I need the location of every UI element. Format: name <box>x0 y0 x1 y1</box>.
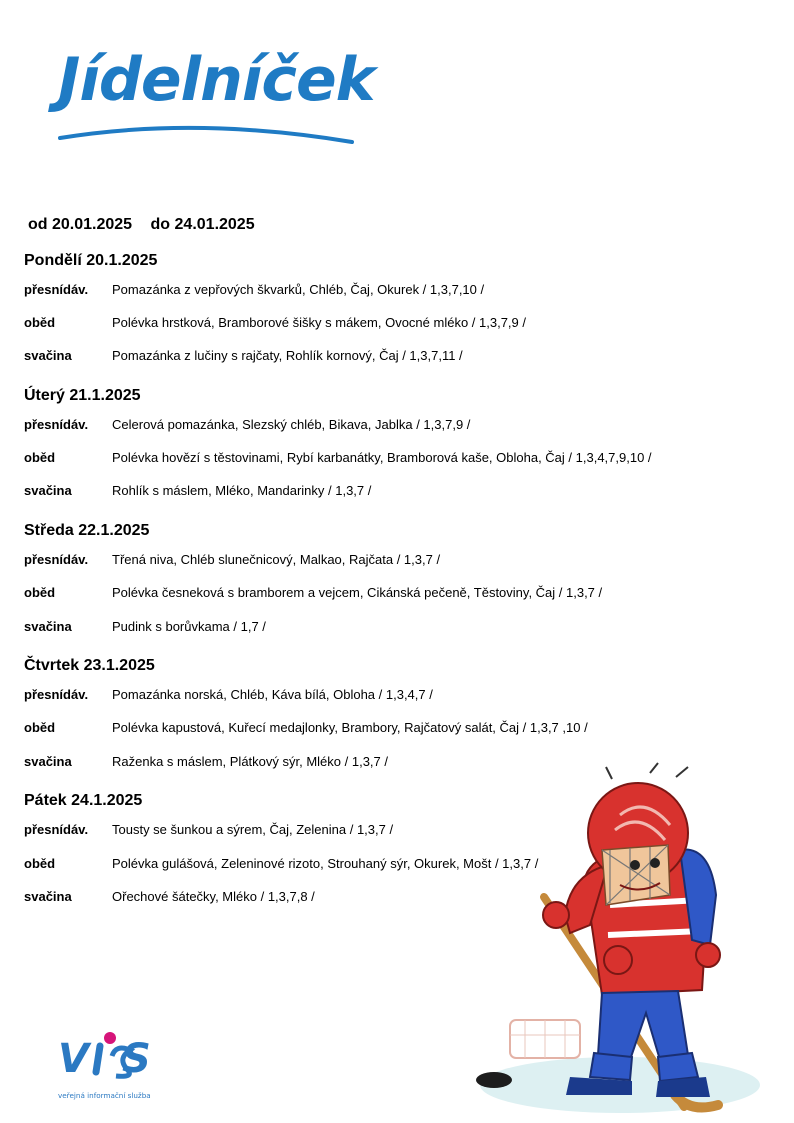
breakfast-label: přesnídáv. <box>24 417 89 432</box>
svg-text:S: S <box>122 1036 151 1082</box>
day-title: Pátek 24.1.2025 <box>24 792 143 809</box>
snack-label: svačina <box>24 483 72 498</box>
lunch-label: oběd <box>24 856 56 871</box>
page-title <box>56 40 375 150</box>
lunch-label: oběd <box>24 315 56 330</box>
snack-label: svačina <box>24 348 72 363</box>
snack-menu: Rohlík s máslem, Mléko, Mandarinky / 1,3,7 / <box>112 483 372 498</box>
lunch-menu: Polévka hovězí s těstovinami, Rybí karbanátky, Bramborová kaše, Obloha, Čaj / 1,3,4,7,9,10 / <box>112 450 652 465</box>
day-title: Středa 22.1.2025 <box>24 522 150 539</box>
day-title: Čtvrtek 23.1.2025 <box>24 657 155 674</box>
vis-logo <box>56 1026 176 1106</box>
breakfast-label: přesnídáv. <box>24 552 89 567</box>
breakfast-label: přesnídáv. <box>24 282 89 297</box>
date-range <box>28 216 269 234</box>
day-title: Pondělí 20.1.2025 <box>24 252 158 269</box>
hockey-player-illustration <box>470 755 760 1115</box>
lunch-label: oběd <box>24 450 56 465</box>
breakfast-menu: Třená niva, Chléb slunečnicový, Malkao, Rajčata / 1,3,7 / <box>112 552 441 567</box>
snack-label: svačina <box>24 619 72 634</box>
snack-menu: Ořechové šátečky, Mléko / 1,3,7,8 / <box>112 889 315 904</box>
lunch-menu: Polévka česneková s bramborem a vejcem, Cikánská pečeně, Těstoviny, Čaj / 1,3,7 / <box>112 585 603 600</box>
title-underline-swoosh <box>56 112 356 148</box>
logo-tagline: veřejná informační služba <box>58 1091 151 1100</box>
svg-text:V: V <box>58 1036 89 1082</box>
snack-menu: Pomazánka z lučiny s rajčaty, Rohlík kornový, Čaj / 1,3,7,11 / <box>112 348 463 363</box>
breakfast-label: přesnídáv. <box>24 822 89 837</box>
date-to: do 24.01.2025 <box>150 216 255 233</box>
breakfast-label: přesnídáv. <box>24 687 89 702</box>
lunch-menu: Polévka hrstková, Bramborové šišky s mákem, Ovocné mléko / 1,3,7,9 / <box>112 315 526 330</box>
breakfast-menu: Pomazánka z vepřových škvarků, Chléb, Čaj, Okurek / 1,3,7,10 / <box>112 282 485 297</box>
snack-menu: Pudink s borůvkama / 1,7 / <box>112 619 266 634</box>
lunch-label: oběd <box>24 585 56 600</box>
title-text: Jídelníček <box>58 45 375 115</box>
breakfast-menu: Tousty se šunkou a sýrem, Čaj, Zelenina / 1,3,7 / <box>112 822 394 837</box>
snack-label: svačina <box>24 754 72 769</box>
date-from: od 20.01.2025 <box>28 216 133 233</box>
day-title: Úterý 21.1.2025 <box>24 387 141 404</box>
snack-label: svačina <box>24 889 72 904</box>
lunch-menu: Polévka gulášová, Zeleninové rizoto, Strouhaný sýr, Okurek, Mošt / 1,3,7 / <box>112 856 539 871</box>
snack-menu: Raženka s máslem, Plátkový sýr, Mléko / 1,3,7 / <box>112 754 388 769</box>
lunch-menu: Polévka kapustová, Kuřecí medajlonky, Brambory, Rajčatový salát, Čaj / 1,3,7 ,10 / <box>112 720 588 735</box>
lunch-label: oběd <box>24 720 56 735</box>
breakfast-menu: Celerová pomazánka, Slezský chléb, Bikava, Jablka / 1,3,7,9 / <box>112 417 471 432</box>
breakfast-menu: Pomazánka norská, Chléb, Káva bílá, Obloha / 1,3,4,7 / <box>112 687 433 702</box>
